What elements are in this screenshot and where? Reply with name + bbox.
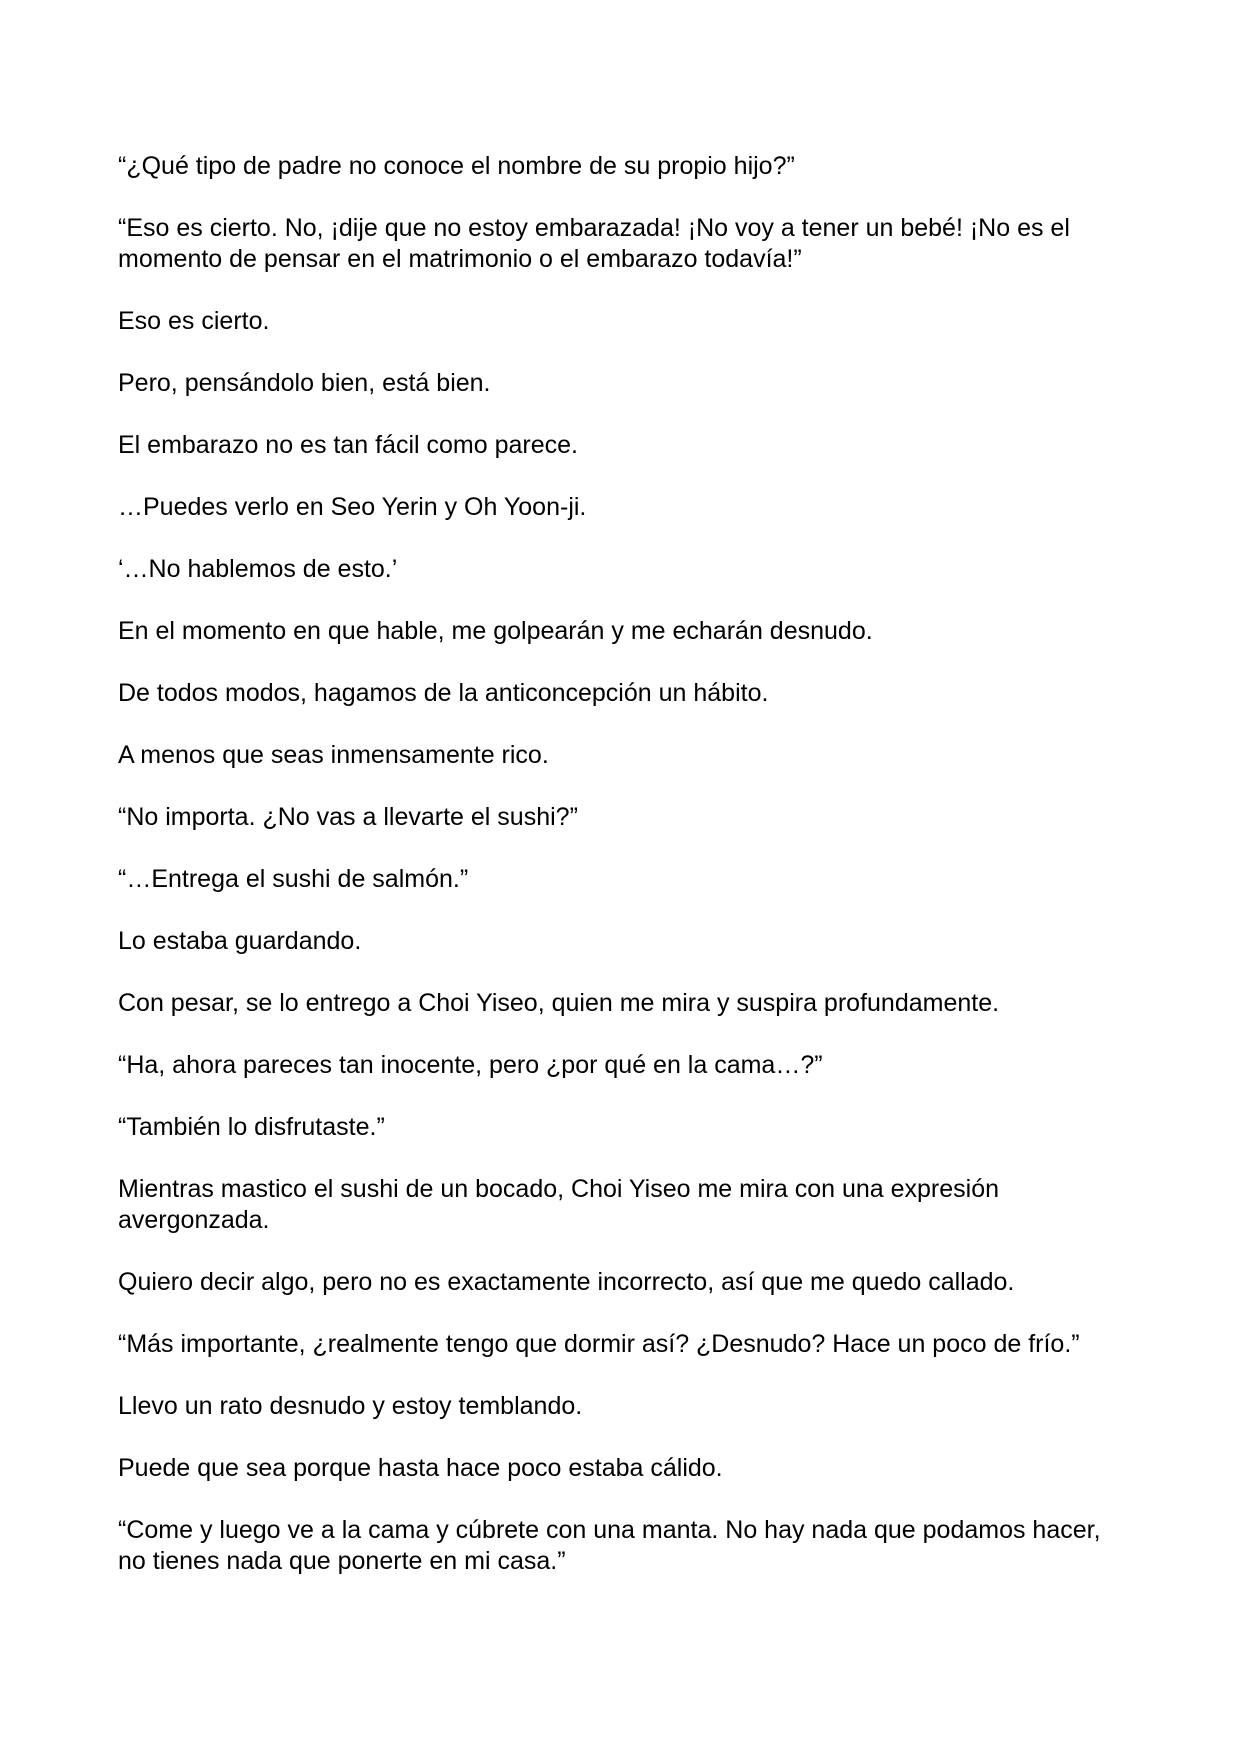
paragraph: Mientras mastico el sushi de un bocado, Choi Yiseo me mira con una expresión avergonzada. [118,1175,1000,1234]
paragraph: …Puedes verlo en Seo Yerin y Oh Yoon-ji. [118,493,587,521]
paragraph: En el momento en que hable, me golpearán y me echarán desnudo. [118,617,873,645]
paragraph: De todos modos, hagamos de la anticoncepción un hábito. [118,679,769,707]
paragraph: “…Entrega el sushi de salmón.” [118,865,469,893]
paragraph: A menos que seas inmensamente rico. [118,741,549,769]
paragraph: Puede que sea porque hasta hace poco estaba cálido. [118,1454,723,1482]
paragraph: ‘…No hablemos de esto.’ [118,555,398,583]
paragraph: Quiero decir algo, pero no es exactamente incorrecto, así que me quedo callado. [118,1268,1015,1296]
paragraph: “No importa. ¿No vas a llevarte el sushi?” [118,803,578,831]
paragraph: “Come y luego ve a la cama y cúbrete con una manta. No hay nada que podamos hacer, no tienes nada que ponerte en mi casa.” [118,1516,1101,1575]
paragraph: Eso es cierto. [118,307,270,335]
paragraph: “¿Qué tipo de padre no conoce el nombre de su propio hijo?” [118,152,795,180]
paragraph: El embarazo no es tan fácil como parece. [118,431,578,459]
paragraph: “Eso es cierto. No, ¡dije que no estoy embarazada! ¡No voy a tener un bebé! ¡No es el momento de pensar en el matrimonio o el embarazo todavía!” [118,214,1070,273]
document-body [118,151,1128,1608]
paragraph: “También lo disfrutaste.” [118,1113,385,1141]
paragraph: “Ha, ahora pareces tan inocente, pero ¿por qué en la cama…?” [118,1051,823,1079]
paragraph: “Más importante, ¿realmente tengo que dormir así? ¿Desnudo? Hace un poco de frío.” [118,1330,1080,1358]
paragraph: Pero, pensándolo bien, está bien. [118,369,491,397]
paragraph: Con pesar, se lo entrego a Choi Yiseo, quien me mira y suspira profundamente. [118,989,1000,1017]
paragraph: Lo estaba guardando. [118,927,362,955]
paragraph: Llevo un rato desnudo y estoy temblando. [118,1392,583,1420]
